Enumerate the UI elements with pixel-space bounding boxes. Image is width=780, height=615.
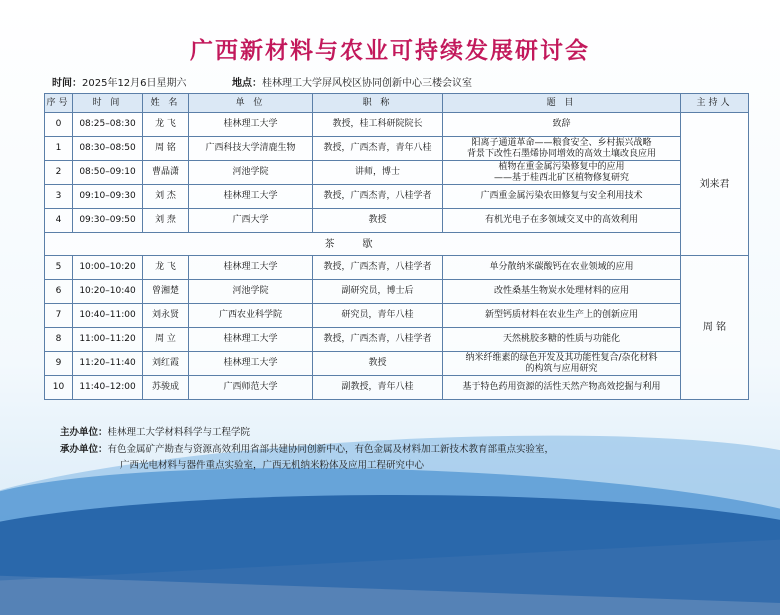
row-topic: 基于特色药用资源的活性天然产物高效挖掘与利用 (443, 376, 681, 400)
row-speaker: 龙 飞 (143, 256, 189, 280)
row-time: 11:20–11:40 (73, 352, 143, 376)
row-speaker: 刘红霞 (143, 352, 189, 376)
row-position: 教授 (313, 209, 443, 233)
row-topic: 纳米纤维素的绿色开发及其功能性复合/杂化材料 的构筑与应用研究 (443, 352, 681, 376)
row-time: 09:30–09:50 (73, 209, 143, 233)
row-unit: 桂林理工大学 (189, 256, 313, 280)
row-no: 8 (45, 328, 73, 352)
row-topic: 植物在重金属污染修复中的应用 ——基于桂西北矿区植物修复研究 (443, 161, 681, 185)
row-no: 7 (45, 304, 73, 328)
row-unit: 桂林理工大学 (189, 185, 313, 209)
row-topic: 阳离子通道革命——粮食安全、乡村振兴战略 背景下改性石墨烯协同增效的高效土壤改良应用 (443, 137, 681, 161)
page-title: 广西新材料与农业可持续发展研讨会 (190, 38, 590, 64)
header-name: 姓 名 (143, 94, 189, 113)
table-row (45, 280, 749, 304)
time-label: 时间： (52, 78, 82, 89)
row-topic: 天然桃胶多糖的性质与功能化 (443, 328, 681, 352)
row-unit: 桂林理工大学 (189, 113, 313, 137)
row-topic: 广西重金属污染农田修复与安全利用技术 (443, 185, 681, 209)
row-time: 08:30–08:50 (73, 137, 143, 161)
table-row (45, 304, 749, 328)
row-position: 教授，桂工科研院院长 (313, 113, 443, 137)
row-unit: 河池学院 (189, 161, 313, 185)
co-organizer-value-1: 有色金属矿产勘查与资源高效利用省部共建协同创新中心，有色金属及材料加工新技术教育部重点实验室， (107, 444, 555, 455)
row-speaker: 曾湘楚 (143, 280, 189, 304)
row-position: 教授，广西杰青，青年八桂 (313, 137, 443, 161)
row-no: 6 (45, 280, 73, 304)
organizer-value: 桂林理工大学材料科学与工程学院 (107, 427, 251, 438)
header-unit: 单 位 (189, 94, 313, 113)
row-speaker: 刘 杰 (143, 185, 189, 209)
time-value: 2025年12月6日星期六 (82, 78, 187, 89)
row-no: 5 (45, 256, 73, 280)
organizer-line (60, 424, 250, 438)
place-value: 桂林理工大学屏风校区协同创新中心三楼会议室 (262, 78, 472, 89)
place-info (232, 74, 472, 89)
row-no: 4 (45, 209, 73, 233)
row-speaker: 周 铭 (143, 137, 189, 161)
table-row (45, 256, 749, 280)
row-speaker: 刘 焘 (143, 209, 189, 233)
header-position: 职 称 (313, 94, 443, 113)
table-row (45, 376, 749, 400)
row-topic: 致辞 (443, 113, 681, 137)
event-info (52, 74, 472, 89)
row-unit: 广西大学 (189, 209, 313, 233)
organizer-label: 主办单位： (60, 427, 108, 438)
row-time: 08:50–09:10 (73, 161, 143, 185)
row-position: 教授，广西杰青，八桂学者 (313, 256, 443, 280)
row-time: 10:00–10:20 (73, 256, 143, 280)
row-speaker: 周 立 (143, 328, 189, 352)
row-position: 副研究员，博士后 (313, 280, 443, 304)
table-header-row (45, 94, 749, 113)
tea-break-label: 茶歇 (45, 233, 681, 256)
table-row (45, 113, 749, 137)
header-host: 主持人 (681, 94, 749, 113)
row-no: 3 (45, 185, 73, 209)
row-topic: 改性桑基生物炭水处理材料的应用 (443, 280, 681, 304)
table-row (45, 328, 749, 352)
row-speaker: 苏骏成 (143, 376, 189, 400)
co-organizer-label: 承办单位： (60, 444, 108, 455)
row-speaker: 刘永贤 (143, 304, 189, 328)
row-unit: 桂林理工大学 (189, 352, 313, 376)
row-topic: 新型钙质材料在农业生产上的创新应用 (443, 304, 681, 328)
row-unit: 河池学院 (189, 280, 313, 304)
row-no: 9 (45, 352, 73, 376)
row-unit: 广西农业科学院 (189, 304, 313, 328)
header-topic: 题 目 (443, 94, 681, 113)
row-position: 教授 (313, 352, 443, 376)
header-no: 序号 (45, 94, 73, 113)
row-time: 11:40–12:00 (73, 376, 143, 400)
row-no: 1 (45, 137, 73, 161)
co-organizer-line (60, 441, 554, 455)
row-unit: 广西科技大学清鹿生物 (189, 137, 313, 161)
co-organizer-line-2: 广西光电材料与器件重点实验室，广西无机纳米粉体及应用工程研究中心 (120, 460, 425, 471)
row-speaker: 曹晶潇 (143, 161, 189, 185)
row-unit: 广西师范大学 (189, 376, 313, 400)
row-topic: 单分散纳米碳酸钙在农业领域的应用 (443, 256, 681, 280)
row-position: 教授，广西杰青，八桂学者 (313, 185, 443, 209)
table-row (45, 137, 749, 161)
row-position: 教授，广西杰青，八桂学者 (313, 328, 443, 352)
table-row (45, 161, 749, 185)
tea-break-row (45, 233, 749, 256)
row-unit: 桂林理工大学 (189, 328, 313, 352)
row-time: 08:25–08:30 (73, 113, 143, 137)
background-wave-dark (0, 495, 780, 615)
row-speaker: 龙 飞 (143, 113, 189, 137)
table-row (45, 352, 749, 376)
row-topic: 有机光电子在多领域交叉中的高效利用 (443, 209, 681, 233)
row-position: 讲师，博士 (313, 161, 443, 185)
row-no: 2 (45, 161, 73, 185)
table-row (45, 185, 749, 209)
row-time: 10:20–10:40 (73, 280, 143, 304)
host-cell: 周 铭 (681, 256, 749, 400)
row-no: 0 (45, 113, 73, 137)
host-cell: 刘来君 (681, 113, 749, 256)
row-time: 09:10–09:30 (73, 185, 143, 209)
row-position: 研究员，青年八桂 (313, 304, 443, 328)
row-no: 10 (45, 376, 73, 400)
row-position: 副教授，青年八桂 (313, 376, 443, 400)
row-time: 11:00–11:20 (73, 328, 143, 352)
schedule-table (44, 93, 749, 400)
row-time: 10:40–11:00 (73, 304, 143, 328)
header-time: 时 间 (73, 94, 143, 113)
table-row (45, 209, 749, 233)
place-label: 地点： (232, 78, 262, 89)
